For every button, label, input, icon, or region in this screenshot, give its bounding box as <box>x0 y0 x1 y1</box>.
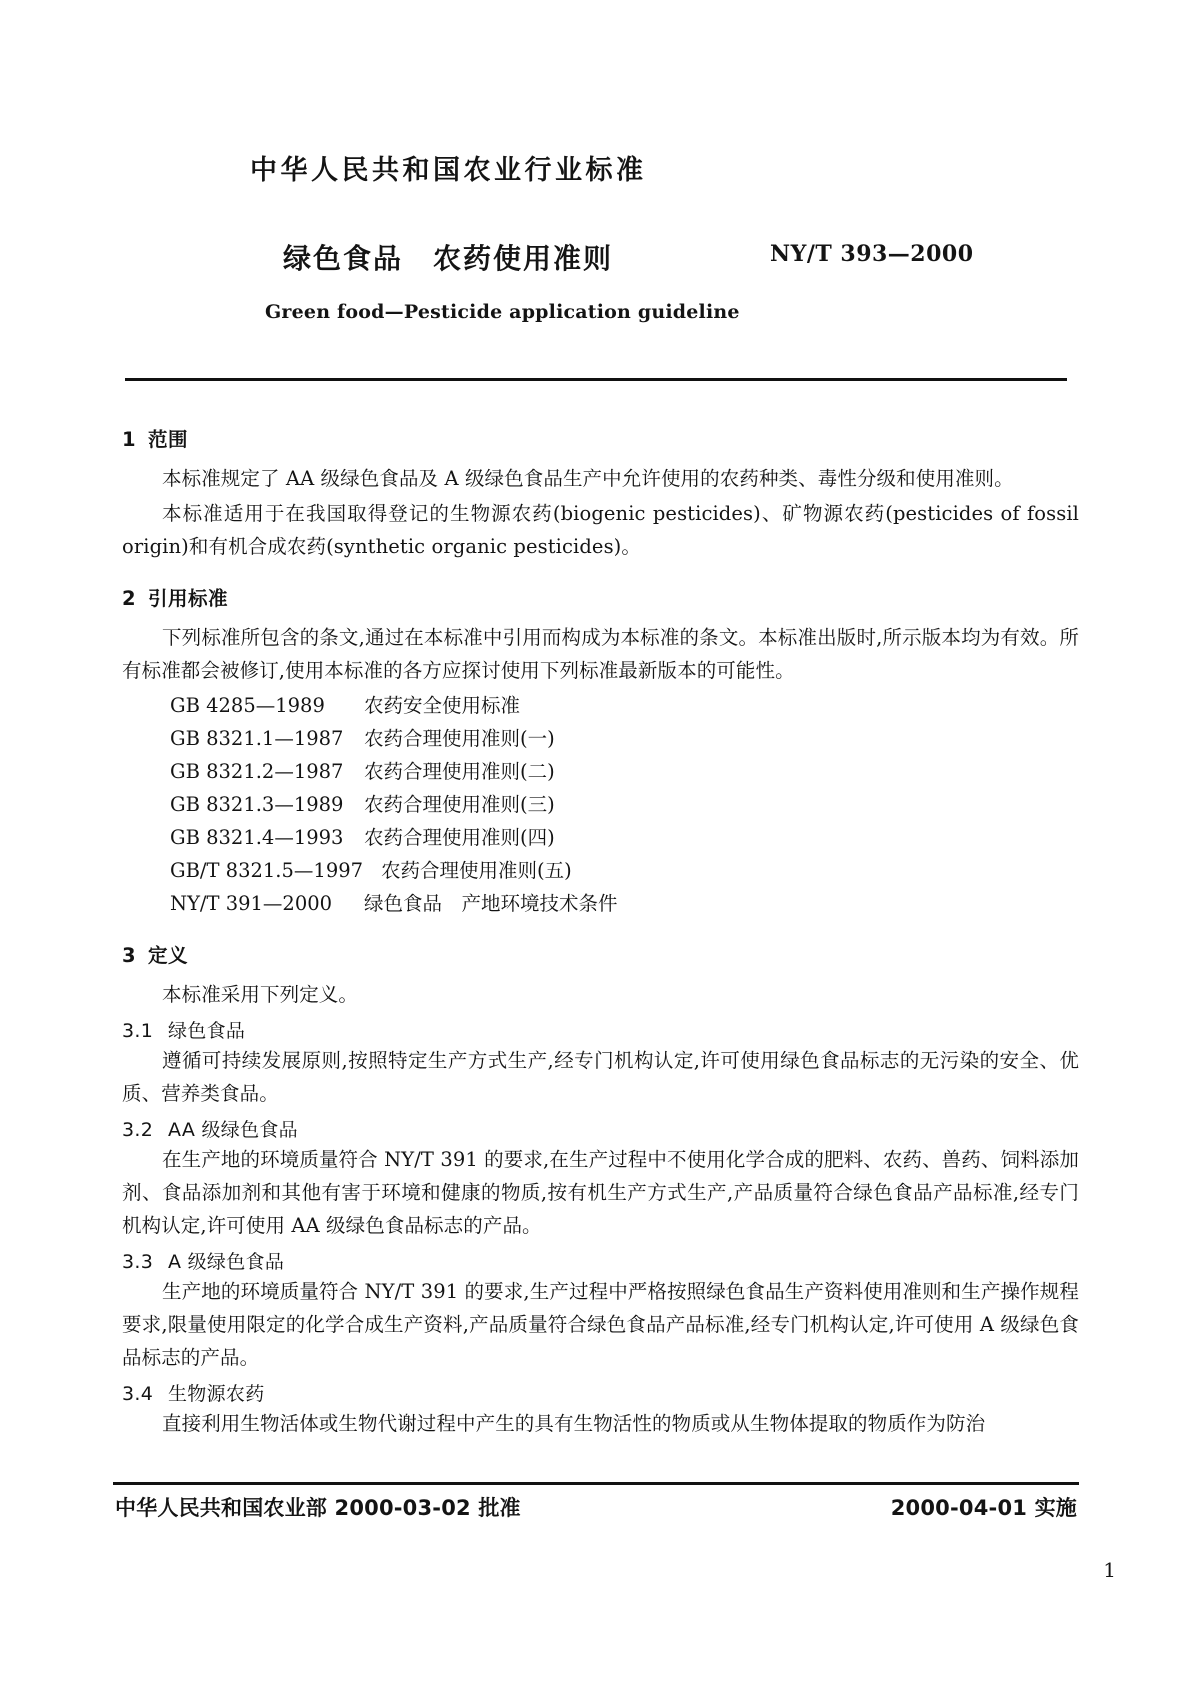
list-item <box>170 854 1079 887</box>
subsection-heading-3-2 <box>122 1115 1079 1142</box>
document-masthead <box>0 148 1191 323</box>
reference-code: NY/T 391—2000 <box>170 892 333 915</box>
list-item <box>170 821 1079 854</box>
section-title-1: 范围 <box>148 428 189 451</box>
reference-name: 农药合理使用准则(五) <box>381 859 572 882</box>
subsection-heading-3-1 <box>122 1016 1079 1043</box>
section-heading-2 <box>122 583 1079 611</box>
subsection-heading-3-3 <box>122 1247 1079 1274</box>
reference-code: GB 8321.2—1987 <box>170 760 344 783</box>
section-title-3: 定义 <box>148 944 189 967</box>
subsection-title-3-2: AA 级绿色食品 <box>168 1119 298 1141</box>
section-1-paragraph-1: 本标准规定了 AA 级绿色食品及 A 级绿色食品生产中允许使用的农药种类、毒性分级和使用准则。 <box>162 467 1014 490</box>
subsection-number-3-1: 3.1 <box>122 1020 154 1042</box>
section-number-2: 2 <box>122 587 137 610</box>
section-2-paragraph-1: 下列标准所包含的条文,通过在本标准中引用而构成为本标准的条文。本标准出版时,所示版本均为有效。所有标准都会被修订,使用本标准的各方应探讨使用下列标准最新版本的可能性。 <box>122 626 1079 682</box>
document-body <box>113 404 1079 1442</box>
reference-name: 农药安全使用标准 <box>364 694 521 717</box>
reference-name: 农药合理使用准则(四) <box>364 826 555 849</box>
page-title <box>283 237 613 277</box>
subsection-title-3-1: 绿色食品 <box>168 1020 246 1042</box>
approval-statement: 中华人民共和国农业部 2000-03-02 批准 <box>115 1496 521 1520</box>
reference-code: GB 8321.3—1989 <box>170 793 344 816</box>
reference-name: 绿色食品 产地环境技术条件 <box>364 892 618 915</box>
subsection-number-3-2: 3.2 <box>122 1119 154 1141</box>
list-item <box>170 788 1079 821</box>
page-number: 1 <box>1103 1558 1116 1582</box>
section-number-1: 1 <box>122 428 137 451</box>
subsection-heading-3-4 <box>122 1379 1079 1406</box>
subsection-3-1-body: 遵循可持续发展原则,按照特定生产方式生产,经专门机构认定,许可使用绿色食品标志的无污染的安全、优质、营养类食品。 <box>122 1049 1079 1105</box>
effective-date: 2000-04-01 实施 <box>890 1496 1077 1520</box>
section-3-paragraph-1: 本标准采用下列定义。 <box>162 983 359 1006</box>
section-1-paragraph-2: 本标准适用于在我国取得登记的生物源农药(biogenic pesticides)、矿物源农药(pesticides of fossil origin)和有机合成农药(synthetic organic pesticides)。 <box>122 502 1079 558</box>
header-divider-rule <box>125 378 1067 381</box>
section-number-3: 3 <box>122 944 137 967</box>
section-heading-3 <box>122 940 1079 968</box>
standard-number: NY/T 393—2000 <box>770 241 974 267</box>
page-title-part2: 农药使用准则 <box>433 242 614 275</box>
reference-name: 农药合理使用准则(二) <box>364 760 555 783</box>
issuing-authority-title: 中华人民共和国农业行业标准 <box>250 155 647 186</box>
list-item <box>170 755 1079 788</box>
reference-name: 农药合理使用准则(一) <box>364 727 555 750</box>
section-title-2: 引用标准 <box>148 587 229 610</box>
subsection-number-3-3: 3.3 <box>122 1251 154 1273</box>
subsection-title-3-4: 生物源农药 <box>168 1383 265 1405</box>
reference-code: GB 4285—1989 <box>170 694 325 717</box>
subsection-3-4-body: 直接利用生物活体或生物代谢过程中产生的具有生物活性的物质或从生物体提取的物质作为防治 <box>162 1412 986 1435</box>
referenced-standards-list <box>113 689 1079 920</box>
subsection-3-3-body: 生产地的环境质量符合 NY/T 391 的要求,生产过程中严格按照绿色食品生产资料使用准则和生产操作规程要求,限量使用限定的化学合成生产资料,产品质量符合绿色食品产品标准,经专门机构认定,许可使用 A 级绿色食品标志的产品。 <box>122 1280 1079 1369</box>
document-footer <box>113 1492 1079 1526</box>
footer-divider-rule <box>113 1482 1079 1485</box>
reference-code: GB 8321.4—1993 <box>170 826 344 849</box>
list-item <box>170 722 1079 755</box>
subsection-number-3-4: 3.4 <box>122 1383 154 1405</box>
section-heading-1 <box>122 424 1079 452</box>
reference-code: GB/T 8321.5—1997 <box>170 859 364 882</box>
english-subtitle: Green food—Pesticide application guideline <box>265 301 740 323</box>
reference-code: GB 8321.1—1987 <box>170 727 344 750</box>
reference-name: 农药合理使用准则(三) <box>364 793 555 816</box>
subsection-title-3-3: A 级绿色食品 <box>168 1251 285 1273</box>
list-item <box>170 689 1079 722</box>
list-item <box>170 887 1079 920</box>
title-row <box>0 237 1191 279</box>
page-title-part1: 绿色食品 <box>283 242 404 275</box>
subsection-3-2-body: 在生产地的环境质量符合 NY/T 391 的要求,在生产过程中不使用化学合成的肥料、农药、兽药、饲料添加剂、食品添加剂和其他有害于环境和健康的物质,按有机生产方式生产,产品质量符合绿色食品产品标准,经专门机构认定,许可使用 AA 级绿色食品标志的产品。 <box>122 1148 1079 1237</box>
